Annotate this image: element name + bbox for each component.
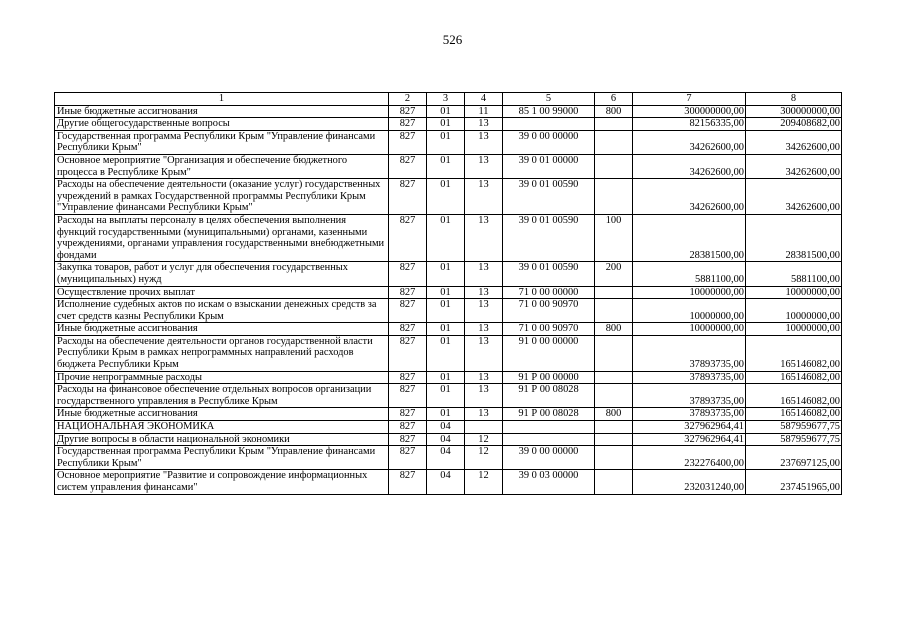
- row-sum-year1-cell: 82156335,00: [633, 118, 746, 131]
- row-grbs-cell: 827: [389, 286, 427, 299]
- row-section-cell: 01: [427, 323, 465, 336]
- row-subsection-cell: 12: [465, 470, 503, 494]
- row-section-cell: 01: [427, 335, 465, 371]
- row-expense-type-cell: [595, 384, 633, 408]
- row-target-article-cell: 85 1 00 99000: [503, 105, 595, 118]
- header-cell: 7: [633, 93, 746, 106]
- row-sum-year2-cell: 10000000,00: [746, 323, 842, 336]
- row-subsection-cell: 13: [465, 384, 503, 408]
- row-expense-type-cell: [595, 421, 633, 434]
- table-row: [55, 118, 842, 131]
- header-cell: 4: [465, 93, 503, 106]
- row-expense-type-cell: 100: [595, 214, 633, 261]
- row-grbs-cell: 827: [389, 154, 427, 178]
- row-expense-type-cell: 800: [595, 408, 633, 421]
- row-expense-type-cell: 800: [595, 105, 633, 118]
- table-header-row: [55, 93, 842, 106]
- row-grbs-cell: 827: [389, 214, 427, 261]
- row-sum-year2-cell: 209408682,00: [746, 118, 842, 131]
- row-target-article-cell: 39 0 03 00000: [503, 470, 595, 494]
- table-row: [55, 470, 842, 494]
- row-subsection-cell: 13: [465, 335, 503, 371]
- row-subsection-cell: 13: [465, 299, 503, 323]
- row-grbs-cell: 827: [389, 118, 427, 131]
- row-sum-year1-cell: 327962964,41: [633, 421, 746, 434]
- row-sum-year2-cell: 34262600,00: [746, 154, 842, 178]
- row-name-cell: Государственная программа Республики Крым "Управление финансами Республики Крым": [55, 130, 389, 154]
- table-row: [55, 154, 842, 178]
- row-section-cell: 04: [427, 446, 465, 470]
- row-name-cell: НАЦИОНАЛЬНАЯ ЭКОНОМИКА: [55, 421, 389, 434]
- row-sum-year1-cell: 37893735,00: [633, 384, 746, 408]
- row-sum-year2-cell: 165146082,00: [746, 335, 842, 371]
- row-expense-type-cell: [595, 470, 633, 494]
- row-target-article-cell: 39 0 00 00000: [503, 130, 595, 154]
- row-subsection-cell: 13: [465, 408, 503, 421]
- row-target-article-cell: 39 0 00 00000: [503, 446, 595, 470]
- row-sum-year2-cell: 300000000,00: [746, 105, 842, 118]
- row-sum-year1-cell: 28381500,00: [633, 214, 746, 261]
- row-subsection-cell: 11: [465, 105, 503, 118]
- row-target-article-cell: 71 0 00 90970: [503, 299, 595, 323]
- table-row: [55, 384, 842, 408]
- row-sum-year2-cell: 165146082,00: [746, 371, 842, 384]
- row-expense-type-cell: [595, 130, 633, 154]
- row-name-cell: Осуществление прочих выплат: [55, 286, 389, 299]
- page-number: 526: [442, 32, 463, 47]
- table-row: [55, 105, 842, 118]
- row-subsection-cell: 12: [465, 446, 503, 470]
- row-target-article-cell: 71 0 00 90970: [503, 323, 595, 336]
- row-sum-year1-cell: 34262600,00: [633, 179, 746, 215]
- row-sum-year1-cell: 37893735,00: [633, 408, 746, 421]
- table-row: [55, 335, 842, 371]
- row-target-article-cell: [503, 433, 595, 446]
- row-section-cell: 04: [427, 470, 465, 494]
- row-section-cell: 04: [427, 421, 465, 434]
- row-sum-year1-cell: 37893735,00: [633, 371, 746, 384]
- row-target-article-cell: 39 0 01 00590: [503, 179, 595, 215]
- row-subsection-cell: [465, 421, 503, 434]
- table-row: [55, 262, 842, 286]
- row-section-cell: 01: [427, 262, 465, 286]
- row-sum-year2-cell: 165146082,00: [746, 408, 842, 421]
- row-target-article-cell: 39 0 01 00000: [503, 154, 595, 178]
- table-row: [55, 299, 842, 323]
- row-target-article-cell: [503, 421, 595, 434]
- row-sum-year2-cell: 28381500,00: [746, 214, 842, 261]
- header-cell: 1: [55, 93, 389, 106]
- row-grbs-cell: 827: [389, 262, 427, 286]
- row-sum-year1-cell: 5881100,00: [633, 262, 746, 286]
- row-grbs-cell: 827: [389, 299, 427, 323]
- table-row: [55, 179, 842, 215]
- row-name-cell: Основное мероприятие "Развитие и сопровождение информационных систем управления финансами": [55, 470, 389, 494]
- row-grbs-cell: 827: [389, 446, 427, 470]
- row-subsection-cell: 13: [465, 323, 503, 336]
- row-expense-type-cell: [595, 446, 633, 470]
- row-sum-year1-cell: 10000000,00: [633, 299, 746, 323]
- row-name-cell: Исполнение судебных актов по искам о взыскании денежных средств за счет средств казны Республики Крым: [55, 299, 389, 323]
- table-row: [55, 130, 842, 154]
- row-grbs-cell: 827: [389, 470, 427, 494]
- row-grbs-cell: 827: [389, 384, 427, 408]
- row-name-cell: Иные бюджетные ассигнования: [55, 408, 389, 421]
- row-target-article-cell: 39 0 01 00590: [503, 214, 595, 261]
- row-section-cell: 01: [427, 408, 465, 421]
- row-section-cell: 01: [427, 286, 465, 299]
- row-grbs-cell: 827: [389, 408, 427, 421]
- row-expense-type-cell: [595, 371, 633, 384]
- row-grbs-cell: 827: [389, 433, 427, 446]
- row-sum-year1-cell: 232276400,00: [633, 446, 746, 470]
- row-name-cell: Основное мероприятие "Организация и обеспечение бюджетного процесса в Республике Крым": [55, 154, 389, 178]
- row-sum-year2-cell: 237697125,00: [746, 446, 842, 470]
- row-name-cell: Расходы на выплаты персоналу в целях обеспечения выполнения функций государственными (муниципальными) органами, казенными учреждениями, органами управления государственными внебюджетными фондами: [55, 214, 389, 261]
- row-name-cell: Закупка товаров, работ и услуг для обеспечения государственных (муниципальных) нужд: [55, 262, 389, 286]
- row-expense-type-cell: [595, 433, 633, 446]
- row-subsection-cell: 13: [465, 371, 503, 384]
- row-sum-year2-cell: 237451965,00: [746, 470, 842, 494]
- row-grbs-cell: 827: [389, 335, 427, 371]
- row-target-article-cell: 91 Р 00 08028: [503, 384, 595, 408]
- table-row: [55, 408, 842, 421]
- row-target-article-cell: 71 0 00 00000: [503, 286, 595, 299]
- row-grbs-cell: 827: [389, 130, 427, 154]
- row-subsection-cell: 13: [465, 286, 503, 299]
- table-row: [55, 286, 842, 299]
- header-cell: 2: [389, 93, 427, 106]
- row-grbs-cell: 827: [389, 421, 427, 434]
- row-section-cell: 01: [427, 105, 465, 118]
- budget-table: [54, 92, 842, 495]
- row-sum-year1-cell: 10000000,00: [633, 286, 746, 299]
- row-sum-year1-cell: 232031240,00: [633, 470, 746, 494]
- row-target-article-cell: 39 0 01 00590: [503, 262, 595, 286]
- row-expense-type-cell: [595, 154, 633, 178]
- table-row: [55, 433, 842, 446]
- table-row: [55, 421, 842, 434]
- row-target-article-cell: 91 Р 00 08028: [503, 408, 595, 421]
- row-grbs-cell: 827: [389, 371, 427, 384]
- row-name-cell: Иные бюджетные ассигнования: [55, 323, 389, 336]
- row-subsection-cell: 13: [465, 118, 503, 131]
- row-grbs-cell: 827: [389, 323, 427, 336]
- row-subsection-cell: 13: [465, 214, 503, 261]
- row-sum-year1-cell: 34262600,00: [633, 130, 746, 154]
- row-target-article-cell: [503, 118, 595, 131]
- row-section-cell: 01: [427, 154, 465, 178]
- row-subsection-cell: 13: [465, 130, 503, 154]
- row-subsection-cell: 13: [465, 179, 503, 215]
- row-expense-type-cell: [595, 335, 633, 371]
- row-section-cell: 01: [427, 179, 465, 215]
- row-section-cell: 01: [427, 214, 465, 261]
- row-name-cell: Расходы на обеспечение деятельности (оказание услуг) государственных учреждений в рамках Государственной программы Республики Крым "Управление финансами Республики Крым": [55, 179, 389, 215]
- row-sum-year2-cell: 5881100,00: [746, 262, 842, 286]
- row-name-cell: Иные бюджетные ассигнования: [55, 105, 389, 118]
- row-name-cell: Другие общегосударственные вопросы: [55, 118, 389, 131]
- table-row: [55, 446, 842, 470]
- row-sum-year2-cell: 587959677,75: [746, 421, 842, 434]
- row-section-cell: 01: [427, 299, 465, 323]
- row-target-article-cell: 91 Р 00 00000: [503, 371, 595, 384]
- row-sum-year1-cell: 37893735,00: [633, 335, 746, 371]
- row-section-cell: 01: [427, 130, 465, 154]
- row-section-cell: 01: [427, 384, 465, 408]
- row-sum-year1-cell: 10000000,00: [633, 323, 746, 336]
- row-sum-year2-cell: 587959677,75: [746, 433, 842, 446]
- row-name-cell: Прочие непрограммные расходы: [55, 371, 389, 384]
- row-name-cell: Расходы на обеспечение деятельности органов государственной власти Республики Крым в рамках непрограммных направлений расходов бюджета Республики Крым: [55, 335, 389, 371]
- header-cell: 8: [746, 93, 842, 106]
- table-row: [55, 323, 842, 336]
- row-subsection-cell: 13: [465, 154, 503, 178]
- row-sum-year1-cell: 34262600,00: [633, 154, 746, 178]
- row-expense-type-cell: 200: [595, 262, 633, 286]
- row-target-article-cell: 91 0 00 00000: [503, 335, 595, 371]
- row-grbs-cell: 827: [389, 105, 427, 118]
- header-cell: 5: [503, 93, 595, 106]
- row-name-cell: Государственная программа Республики Крым "Управление финансами Республики Крым": [55, 446, 389, 470]
- header-cell: 3: [427, 93, 465, 106]
- table-row: [55, 214, 842, 261]
- row-grbs-cell: 827: [389, 179, 427, 215]
- row-subsection-cell: 12: [465, 433, 503, 446]
- row-name-cell: Расходы на финансовое обеспечение отдельных вопросов организации государственного управления в Республике Крым: [55, 384, 389, 408]
- row-section-cell: 04: [427, 433, 465, 446]
- row-sum-year2-cell: 34262600,00: [746, 130, 842, 154]
- row-section-cell: 01: [427, 118, 465, 131]
- row-section-cell: 01: [427, 371, 465, 384]
- row-sum-year2-cell: 165146082,00: [746, 384, 842, 408]
- row-sum-year1-cell: 327962964,41: [633, 433, 746, 446]
- row-expense-type-cell: [595, 299, 633, 323]
- row-sum-year1-cell: 300000000,00: [633, 105, 746, 118]
- header-cell: 6: [595, 93, 633, 106]
- row-expense-type-cell: [595, 179, 633, 215]
- row-sum-year2-cell: 10000000,00: [746, 286, 842, 299]
- row-expense-type-cell: [595, 286, 633, 299]
- row-subsection-cell: 13: [465, 262, 503, 286]
- row-expense-type-cell: 800: [595, 323, 633, 336]
- row-sum-year2-cell: 34262600,00: [746, 179, 842, 215]
- table-row: [55, 371, 842, 384]
- row-sum-year2-cell: 10000000,00: [746, 299, 842, 323]
- row-name-cell: Другие вопросы в области национальной экономики: [55, 433, 389, 446]
- row-expense-type-cell: [595, 118, 633, 131]
